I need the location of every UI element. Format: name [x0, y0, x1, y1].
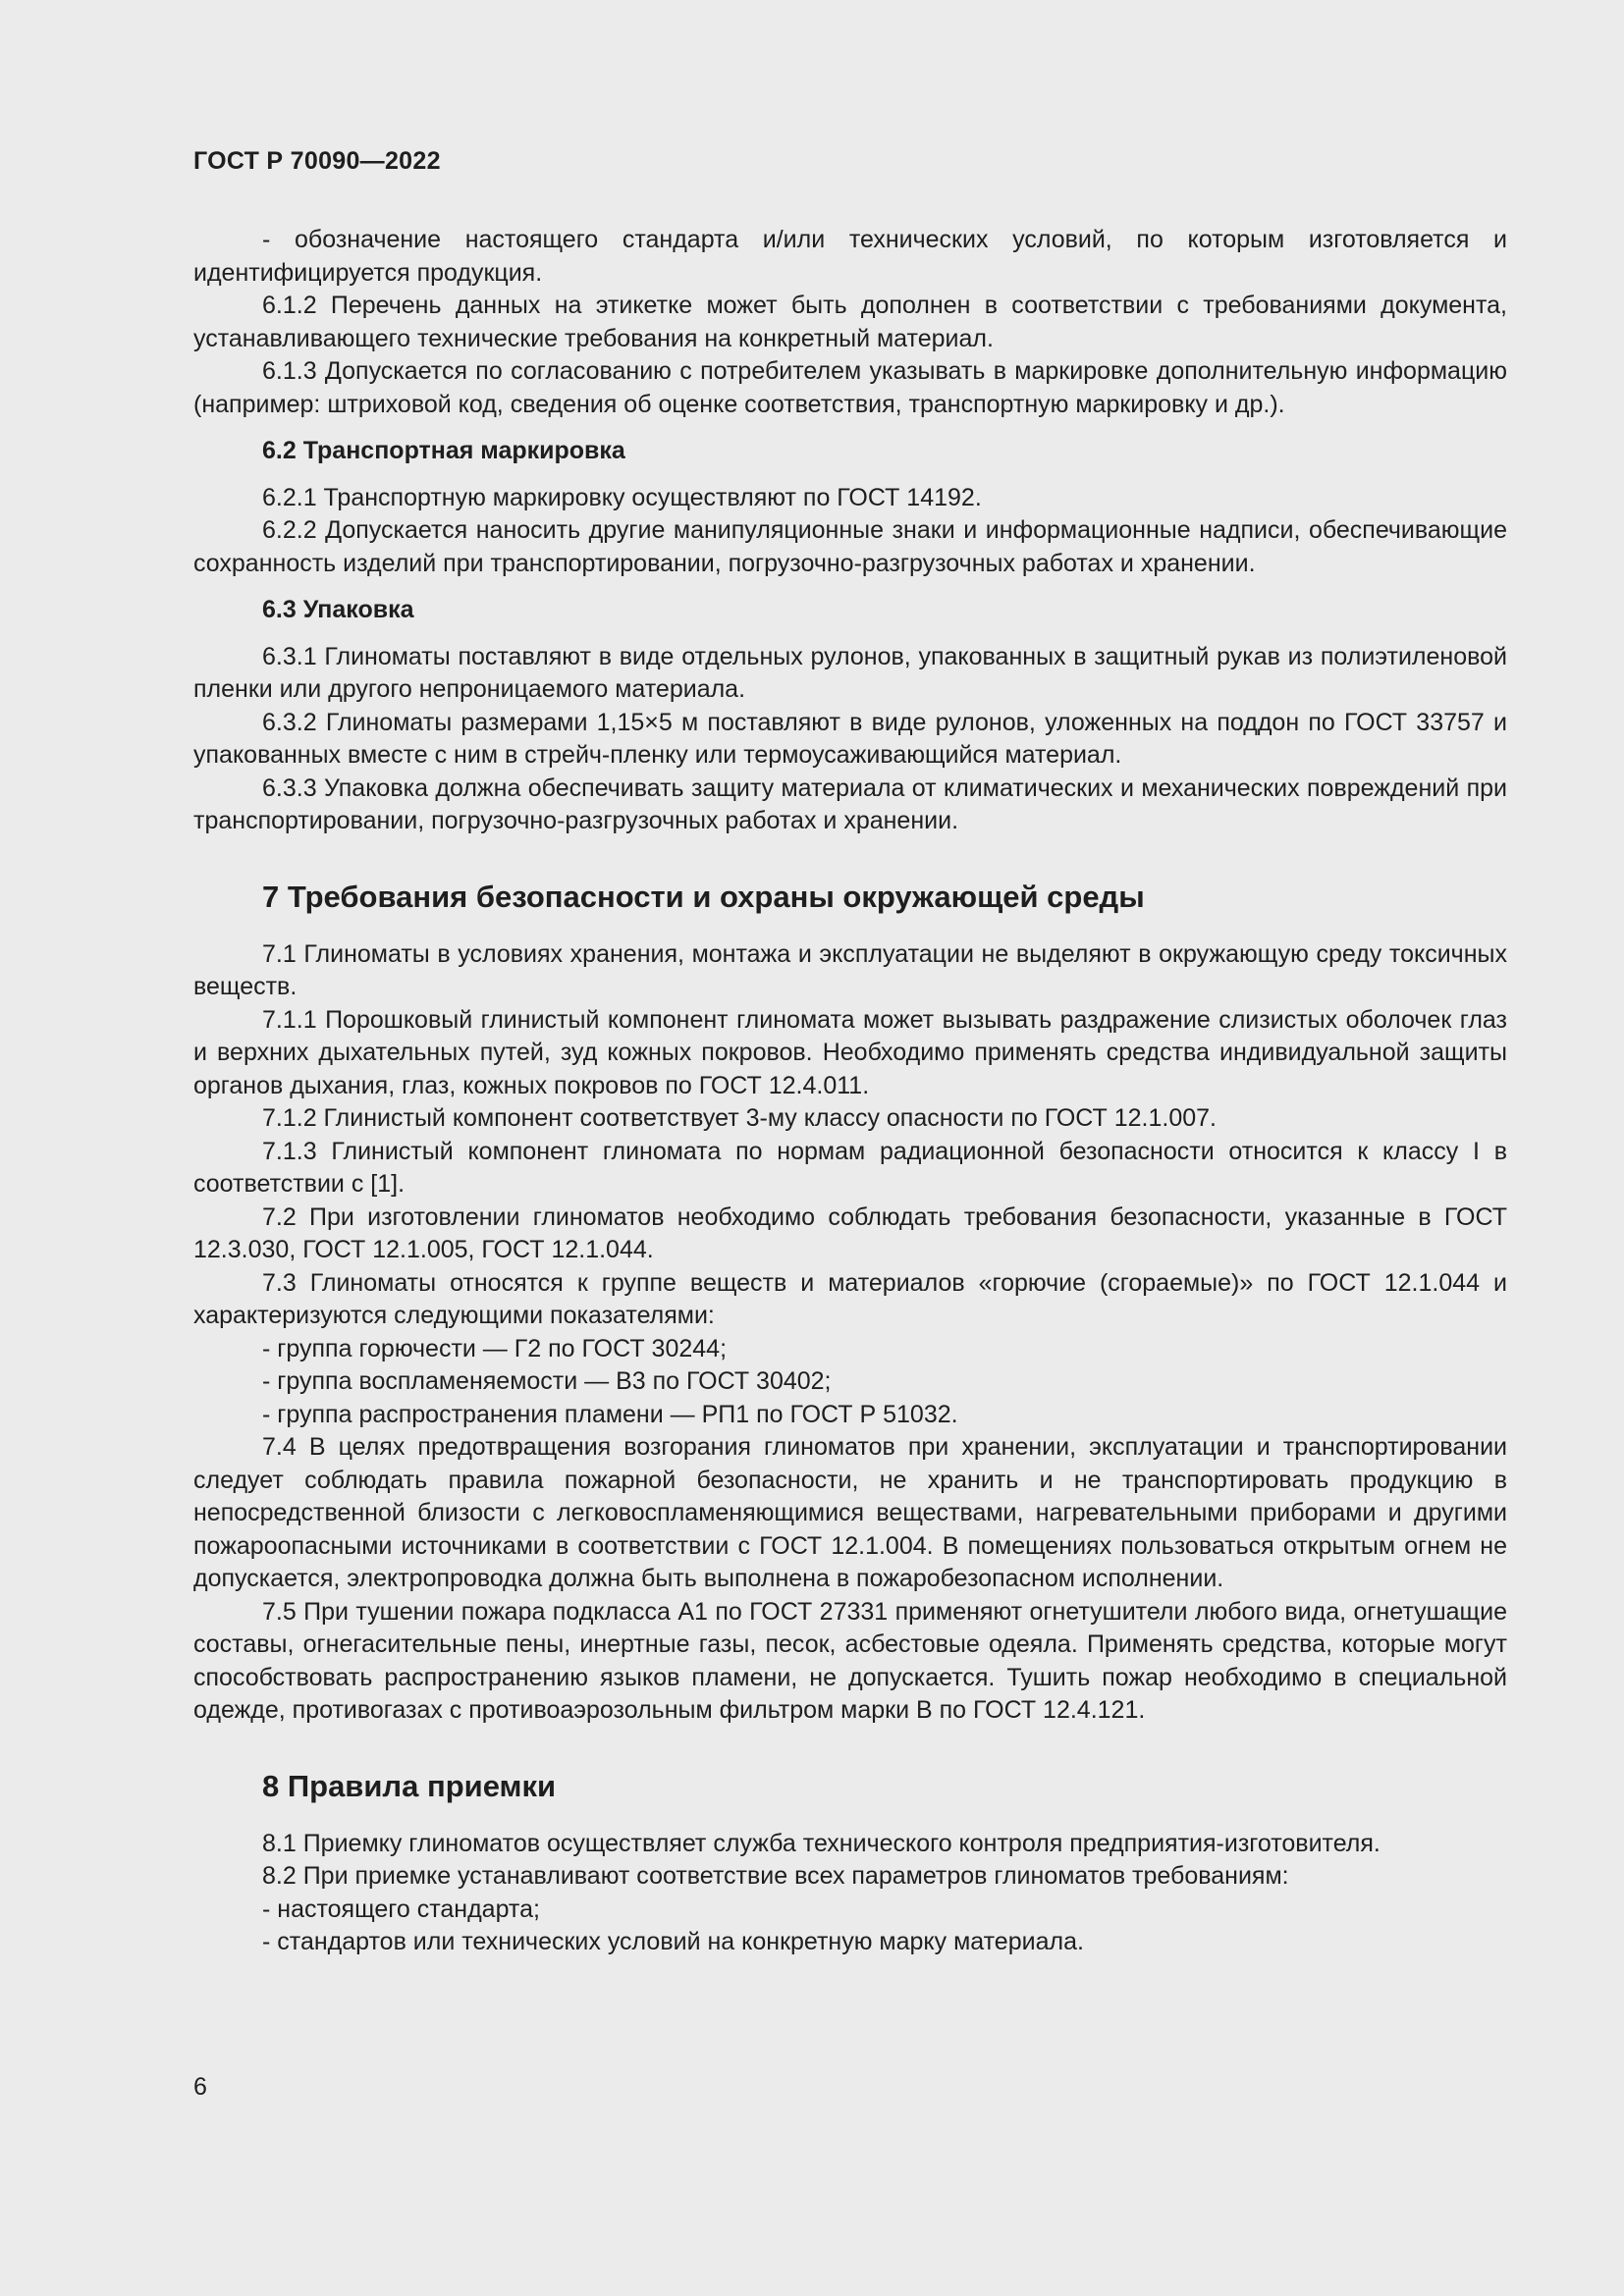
paragraph: - обозначение настоящего стандарта и/или технических условий, по которым изготовляется и идентифицируется продукция. [193, 226, 1507, 287]
paragraph: 6.3.2 Глиноматы размерами 1,15×5 м поставляют в виде рулонов, уложенных на поддон по ГОСТ 33757 и упакованных вместе с ним в стрейч-пленку или термоусаживающийся материал. [193, 708, 1507, 769]
list-item: - группа распространения пламени — РП1 по ГОСТ Р 51032. [262, 1400, 958, 1428]
paragraph: 6.1.2 Перечень данных на этикетке может быть дополнен в соответствии с требованиями документа, устанавливающего технические требования на конкретный материал. [193, 292, 1507, 352]
paragraph: 7.5 При тушении пожара подкласса А1 по ГОСТ 27331 применяют огнетушители любого вида, огнетушащие составы, огнегасительные пены, инертные газы, песок, асбестовые одеяла. Применять средства, которые могут способствовать распространению языков пламени, не допускается. Тушить пожар необходимо в специальной одежде, противогазах с противоаэрозольным фильтром марки В по ГОСТ 12.4.121. [193, 1597, 1507, 1724]
document-body [193, 224, 1507, 1959]
paragraph: 8.1 Приемку глиноматов осуществляет служба технического контроля предприятия-изготовителя. [262, 1829, 1380, 1857]
list-item: - группа воспламеняемости — В3 по ГОСТ 30402; [262, 1367, 832, 1395]
paragraph: 7.1.1 Порошковый глинистый компонент глиномата может вызывать раздражение слизистых оболочек глаз и верхних дыхательных путей, зуд кожных покровов. Необходимо применять средства индивидуальной защиты органов дыхания, глаз, кожных покровов по ГОСТ 12.4.011. [193, 1005, 1507, 1099]
paragraph: 6.3.1 Глиноматы поставляют в виде отдельных рулонов, упакованных в защитный рукав из полиэтиленовой пленки или другого непроницаемого материала. [193, 642, 1507, 703]
subsection-heading: 6.3 Упаковка [262, 596, 414, 623]
page-number: 6 [193, 2073, 207, 2101]
list-item: - настоящего стандарта; [262, 1895, 540, 1923]
paragraph: 7.1.2 Глинистый компонент соответствует 3-му классу опасности по ГОСТ 12.1.007. [262, 1104, 1217, 1132]
paragraph: 7.2 При изготовлении глиноматов необходимо соблюдать требования безопасности, указанные в ГОСТ 12.3.030, ГОСТ 12.1.005, ГОСТ 12.1.044. [193, 1202, 1507, 1263]
paragraph: 6.2.2 Допускается наносить другие манипуляционные знаки и информационные надписи, обеспечивающие сохранность изделий при транспортировании, погрузочно-разгрузочных работах и хранении. [193, 516, 1507, 577]
paragraph: 7.4 В целях предотвращения возгорания глиноматов при хранении, эксплуатации и транспортировании следует соблюдать правила пожарной безопасности, не хранить и не транспортировать продукцию в непосредственной близости с легковоспламеняющимися веществами, нагревательными приборами и другими пожароопасными источниками в соответствии с ГОСТ 12.1.004. В помещениях пользоваться открытым огнем не допускается, электропроводка должна быть выполнена в пожаробезопасном исполнении. [193, 1433, 1507, 1592]
paragraph: 6.3.3 Упаковка должна обеспечивать защиту материала от климатических и механических повреждений при транспортировании, погрузочно-разгрузочных работах и хранении. [193, 774, 1507, 834]
paragraph: 6.2.1 Транспортную маркировку осуществляют по ГОСТ 14192. [262, 483, 982, 511]
section-heading: 8 Правила приемки [262, 1768, 557, 1803]
paragraph: 7.1 Глиноматы в условиях хранения, монтажа и эксплуатации не выделяют в окружающую среду токсичных веществ. [193, 939, 1507, 1000]
subsection-heading: 6.2 Транспортная маркировка [262, 437, 625, 464]
paragraph: 7.3 Глиноматы относятся к группе веществ и материалов «горючие (сгораемые)» по ГОСТ 12.1.044 и характеризуются следующими показателями: [193, 1268, 1507, 1329]
list-item: - группа горючести — Г2 по ГОСТ 30244; [262, 1334, 728, 1362]
paragraph: 8.2 При приемке устанавливают соответствие всех параметров глиноматов требованиям: [262, 1862, 1289, 1890]
list-item: - стандартов или технических условий на конкретную марку материала. [262, 1928, 1084, 1955]
paragraph: 7.1.3 Глинистый компонент глиномата по нормам радиационной безопасности относится к классу I в соответствии с [1]. [193, 1137, 1507, 1198]
section-heading: 7 Требования безопасности и охраны окружающей среды [262, 879, 1145, 914]
document-header: ГОСТ Р 70090—2022 [193, 147, 441, 175]
paragraph: 6.1.3 Допускается по согласованию с потребителем указывать в маркировке дополнительную информацию (например: штриховой код, сведения об оценке соответствия, транспортную маркировку и др.). [193, 357, 1507, 418]
